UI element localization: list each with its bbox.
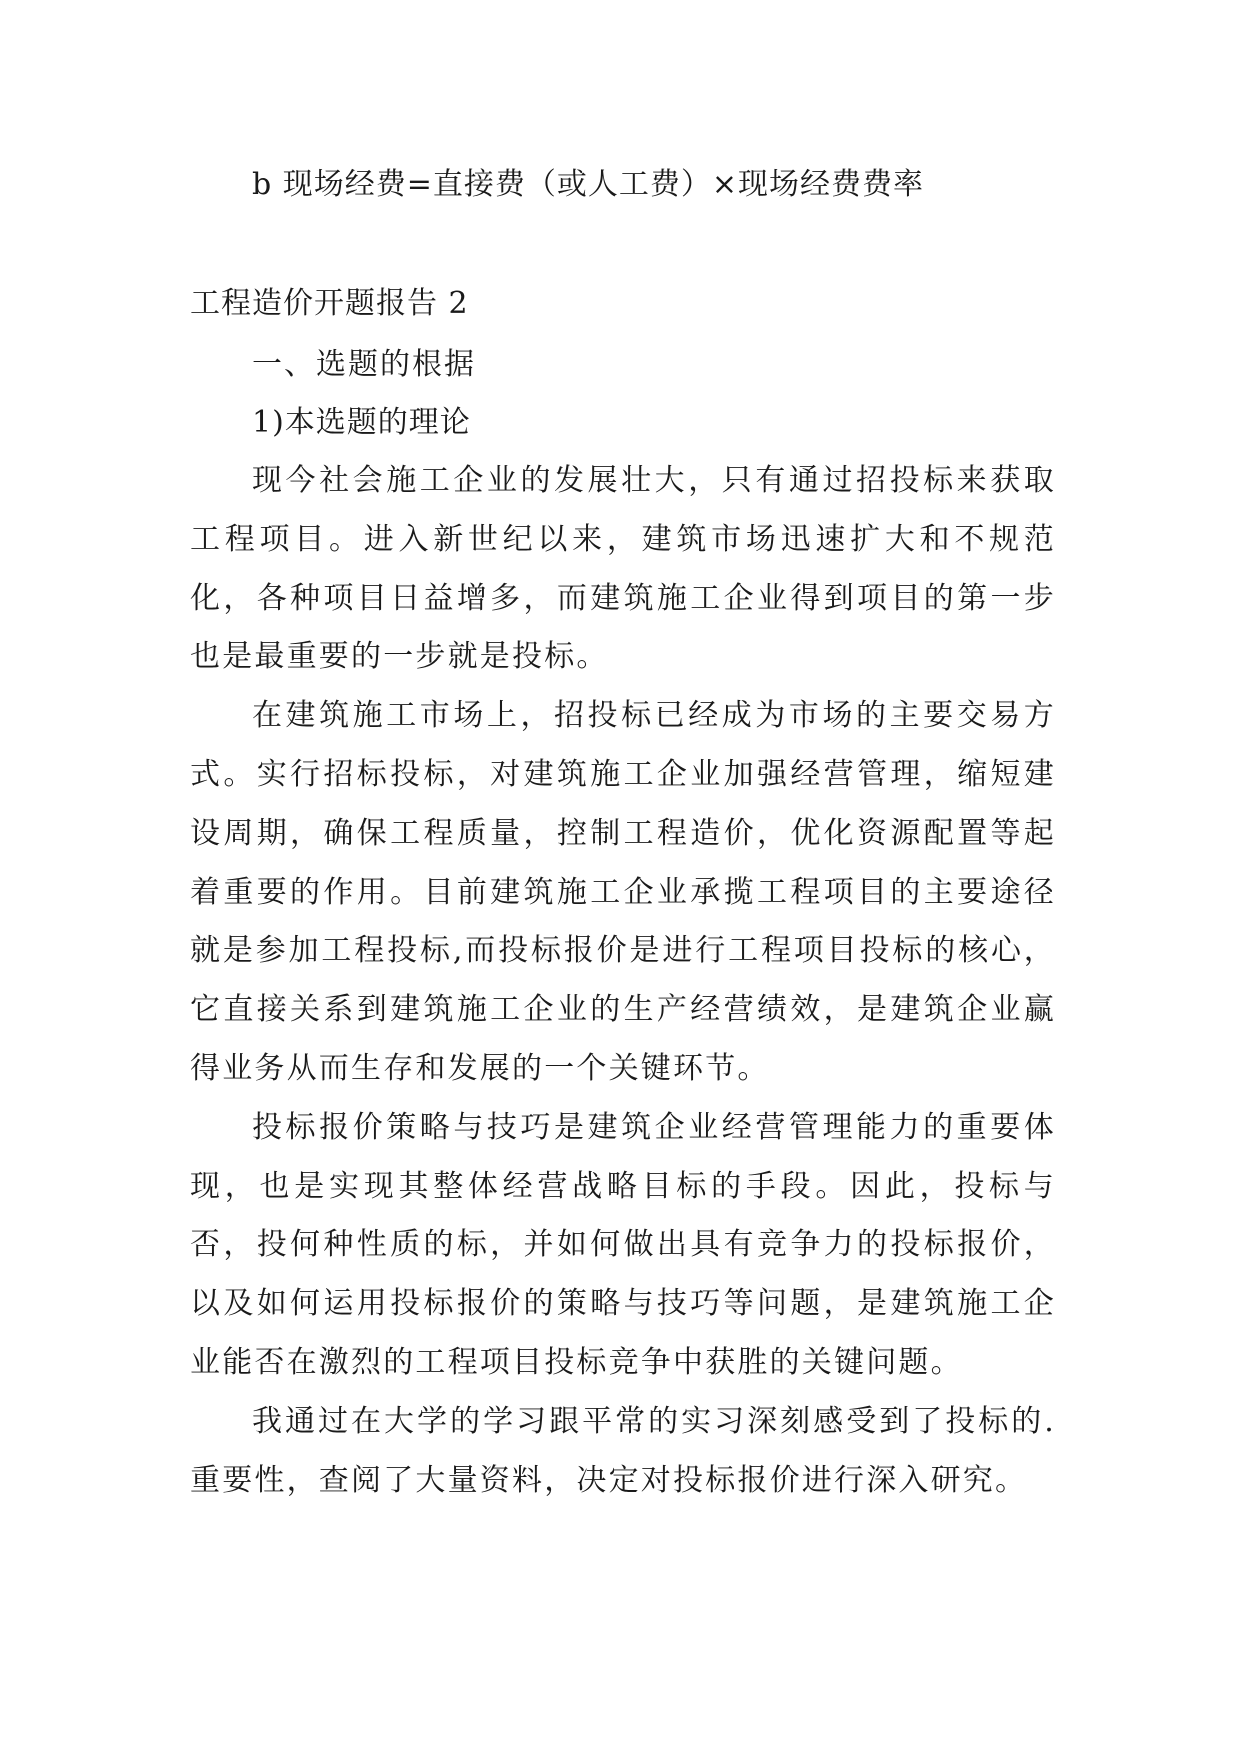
paragraph: 现今社会施工企业的发展壮大，只有通过招投标来获取工程项目。进入新世纪以来，建筑市场迅速扩大和不规范化，各种项目日益增多，而建筑施工企业得到项目的第一步也是最重要的一步就是投标。	[190, 463, 1056, 675]
body-text	[190, 452, 1056, 1510]
formula-line: b 现场经费=直接费（或人工费）×现场经费费率	[252, 167, 925, 202]
report-title: 工程造价开题报告 2	[190, 286, 469, 321]
paragraph: 投标报价策略与技巧是建筑企业经营管理能力的重要体现，也是实现其整体经营战略目标的手段。因此，投标与否，投何种性质的标，并如何做出具有竞争力的投标报价，以及如何运用投标报价的策略与技巧等问题，是建筑施工企业能否在激烈的工程项目投标竞争中获胜的关键问题。	[190, 1109, 1056, 1380]
paragraph: 在建筑施工市场上，招投标已经成为市场的主要交易方式。实行招标投标，对建筑施工企业加强经营管理，缩短建设周期，确保工程质量，控制工程造价，优化资源配置等起着重要的作用。目前建筑施工企业承揽工程项目的主要途径就是参加工程投标,而投标报价是进行工程项目投标的核心，它直接关系到建筑施工企业的生产经营绩效，是建筑企业赢得业务从而生存和发展的一个关键环节。	[190, 698, 1056, 1086]
sub-heading: 1)本选题的理论	[252, 405, 471, 440]
section-heading: 一、选题的根据	[252, 347, 476, 382]
paragraph: 我通过在大学的学习跟平常的实习深刻感受到了投标的.重要性，查阅了大量资料，决定对投标报价进行深入研究。	[190, 1403, 1056, 1498]
